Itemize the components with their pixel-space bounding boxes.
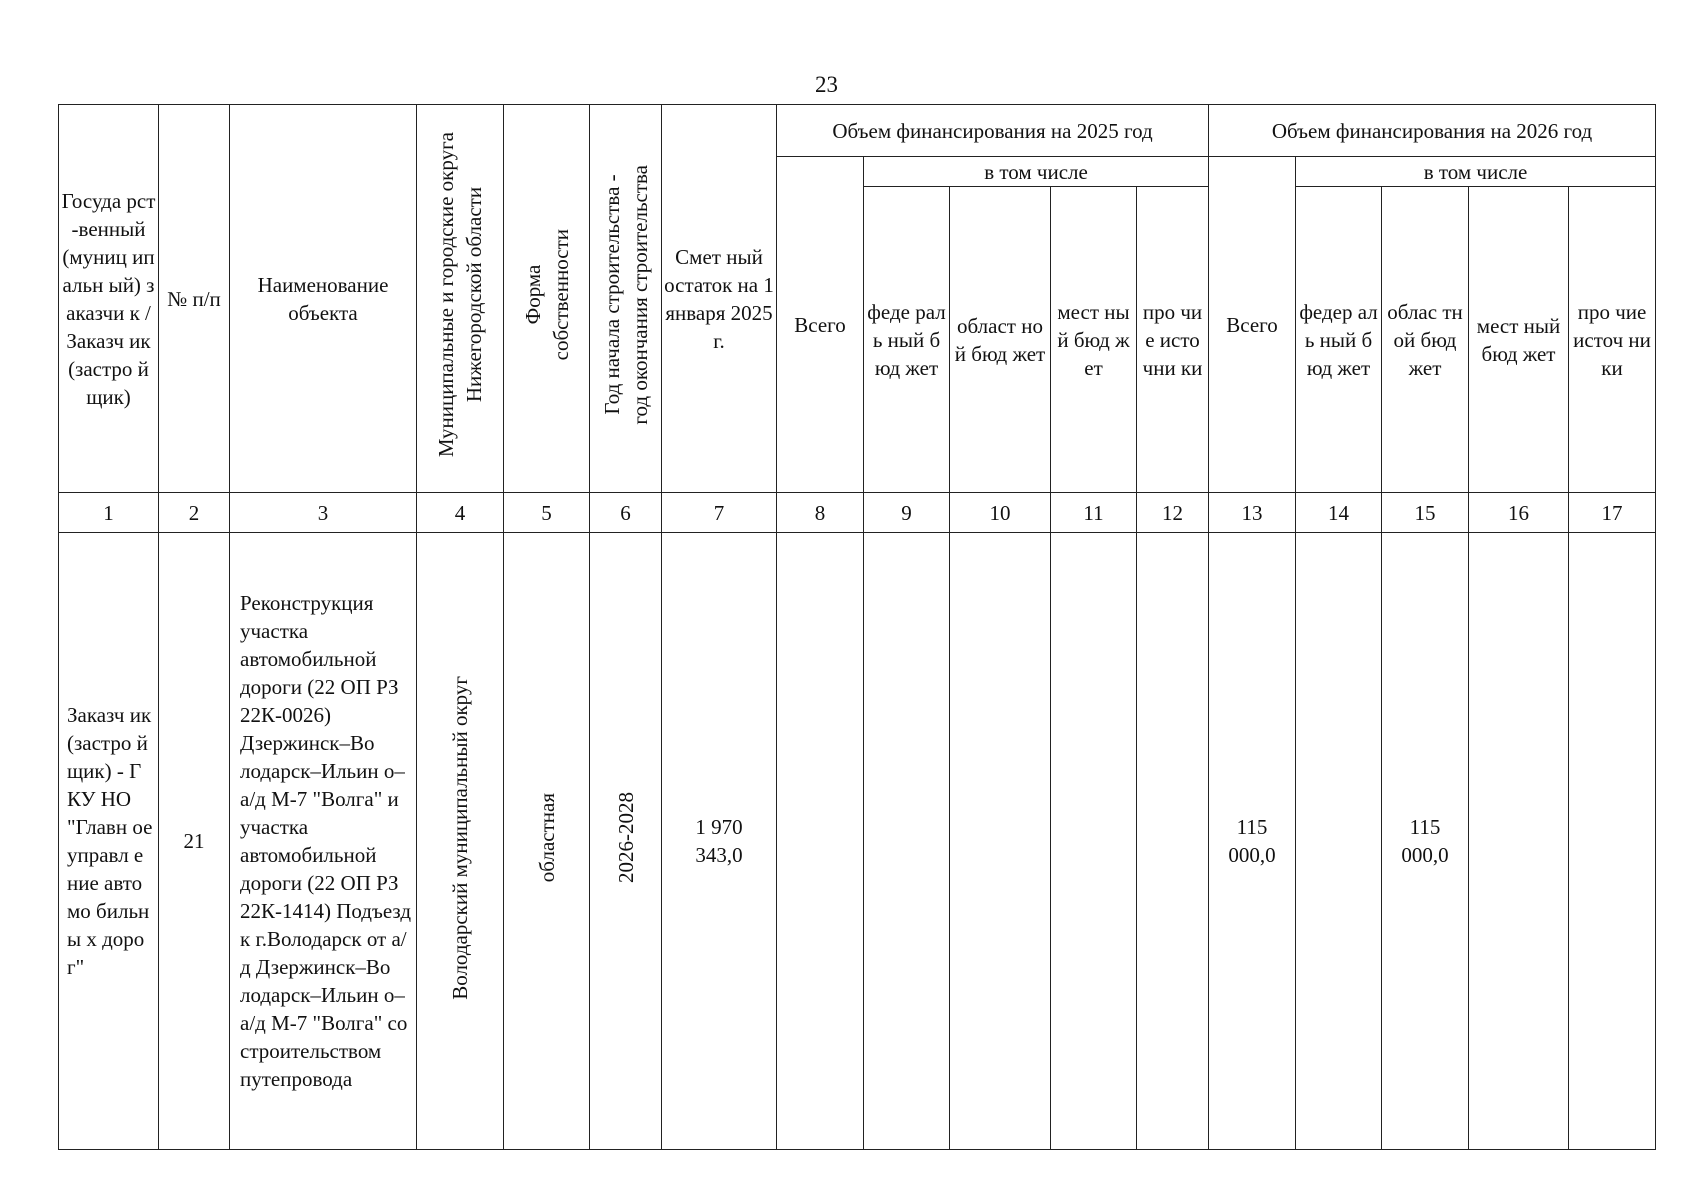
header-regional-2026: облас тной бюд жет xyxy=(1382,187,1469,493)
header-ownership-l1: Форма xyxy=(520,265,545,325)
column-number: 8 xyxy=(777,493,864,533)
table-row xyxy=(59,533,1656,1150)
header-local-2026: мест ный бюд жет xyxy=(1469,187,1569,493)
column-number: 2 xyxy=(159,493,230,533)
cell-local-2026 xyxy=(1469,533,1569,1150)
cell-no: 21 xyxy=(159,533,230,1150)
header-federal-2026: федер аль ный бюд жет xyxy=(1296,187,1382,493)
column-number: 11 xyxy=(1051,493,1137,533)
cell-years-text: 2026-2028 xyxy=(613,792,638,883)
header-regional-2025: област ной бюд жет xyxy=(950,187,1051,493)
cell-other-2025 xyxy=(1137,533,1209,1150)
cell-total-2026-l1: 115 xyxy=(1236,815,1268,839)
header-customer: Госуда рст-венный (муниц ипальн ый) заказчи к / Заказч ик (застро йщик) xyxy=(59,105,159,493)
cell-federal-2026 xyxy=(1296,533,1382,1150)
cell-federal-2025 xyxy=(864,533,950,1150)
cell-estimate-l1: 1 970 xyxy=(695,815,743,839)
column-number: 3 xyxy=(230,493,417,533)
column-number: 5 xyxy=(504,493,590,533)
header-row-1 xyxy=(59,105,1656,157)
cell-estimate xyxy=(662,533,777,1150)
column-number: 9 xyxy=(864,493,950,533)
column-number: 1 xyxy=(59,493,159,533)
cell-customer: Заказч ик (застро йщик) - ГКУ НО "Главн ое управл ение автомо бильны х дорог" xyxy=(59,533,159,1150)
cell-total-2026 xyxy=(1209,533,1296,1150)
header-other-2026: про чие источ ники xyxy=(1569,187,1656,493)
column-number-row xyxy=(59,493,1656,533)
page-number: 23 xyxy=(815,72,838,97)
column-number: 7 xyxy=(662,493,777,533)
cell-years xyxy=(590,533,662,1150)
column-number: 17 xyxy=(1569,493,1656,533)
header-other-2025: про чие исто чни ки xyxy=(1137,187,1209,493)
cell-regional-2026-l1: 115 xyxy=(1409,815,1441,839)
cell-estimate-l2: 343,0 xyxy=(695,843,743,867)
cell-regional-2025 xyxy=(950,533,1051,1150)
header-years xyxy=(590,105,662,493)
column-number: 13 xyxy=(1209,493,1296,533)
investment-table xyxy=(58,104,1656,1150)
header-funding-2025: Объем финансирования на 2025 год xyxy=(777,105,1209,157)
cell-total-2025 xyxy=(777,533,864,1150)
header-including-2026: в том числе xyxy=(1296,157,1656,187)
cell-total-2026-l2: 000,0 xyxy=(1228,843,1276,867)
header-municipality-l1: Муниципальные и городские округа xyxy=(434,132,458,458)
column-number: 6 xyxy=(590,493,662,533)
cell-municipality-text: Володарский муниципальный округ xyxy=(448,675,472,1000)
header-municipality-l2: Нижегородской области xyxy=(462,187,486,403)
header-ownership-l2: собственности xyxy=(548,229,573,361)
cell-municipality xyxy=(417,533,504,1150)
header-total-2025: Всего xyxy=(777,157,864,493)
column-number: 14 xyxy=(1296,493,1382,533)
cell-object-name: Реконструкция участка автомобильной дороги (22 ОП РЗ 22К-0026) Дзержинск–Во лодарск–Ильин о–а/д М-7 "Волга" и участка автомобильной дороги (22 ОП РЗ 22К-1414) Подъезд к г.Володарск от а/д Дзержинск–Во лодарск–Ильин о–а/д М-7 "Волга" со строительством путепровода xyxy=(230,533,417,1150)
header-local-2025: мест ный бюд жет xyxy=(1051,187,1137,493)
header-federal-2025: феде раль ный бюд жет xyxy=(864,187,950,493)
cell-regional-2026 xyxy=(1382,533,1469,1150)
column-number: 4 xyxy=(417,493,504,533)
header-no: № п/п xyxy=(159,105,230,493)
cell-local-2025 xyxy=(1051,533,1137,1150)
header-municipality xyxy=(417,105,504,493)
column-number: 12 xyxy=(1137,493,1209,533)
header-name: Наименование объекта xyxy=(230,105,417,493)
header-including-2025: в том числе xyxy=(864,157,1209,187)
header-years-l2: год окончания строительства xyxy=(627,165,652,425)
column-number: 15 xyxy=(1382,493,1469,533)
cell-ownership xyxy=(504,533,590,1150)
cell-other-2026 xyxy=(1569,533,1656,1150)
header-total-2026: Всего xyxy=(1209,157,1296,493)
cell-regional-2026-l2: 000,0 xyxy=(1401,843,1449,867)
cell-ownership-text: областная xyxy=(534,792,559,883)
column-number: 10 xyxy=(950,493,1051,533)
header-years-l1: Год начала строительства - xyxy=(599,174,624,416)
column-number: 16 xyxy=(1469,493,1569,533)
header-funding-2026: Объем финансирования на 2026 год xyxy=(1209,105,1656,157)
header-estimate: Смет ный остаток на 1 января 2025 г. xyxy=(662,105,777,493)
header-ownership xyxy=(504,105,590,493)
